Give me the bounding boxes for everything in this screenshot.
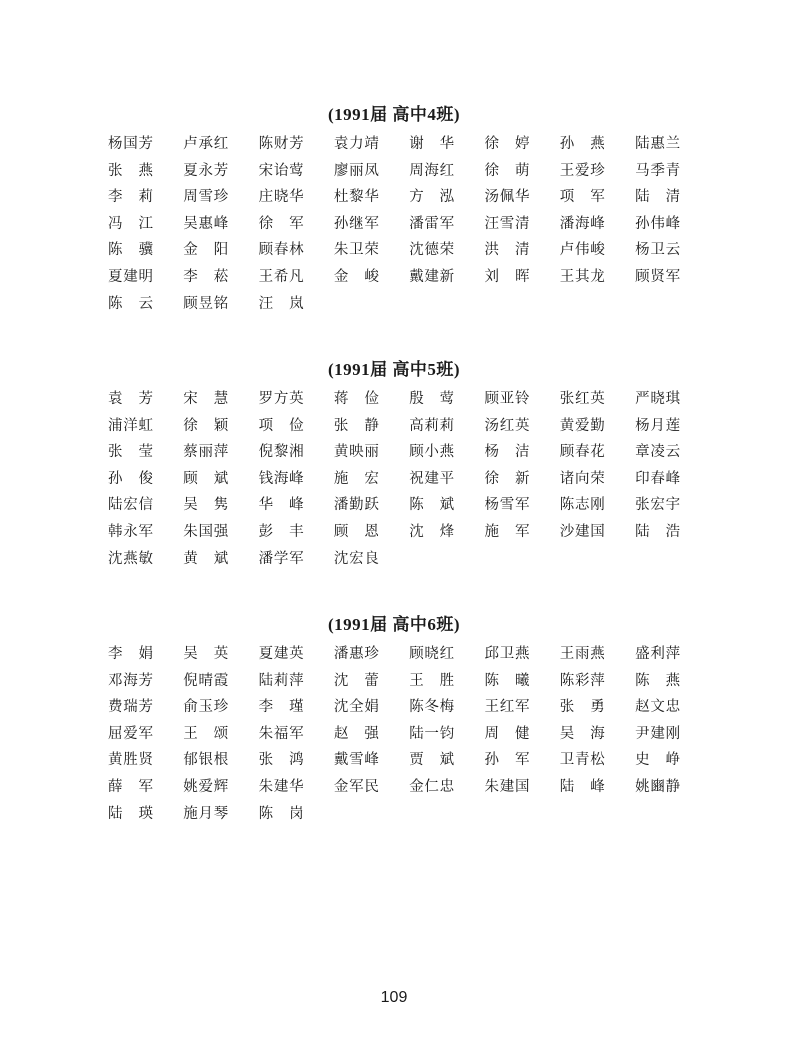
student-name: 沈全娟 [333,699,379,716]
student-name: 刘 晖 [484,268,530,285]
student-name: 廖丽凤 [333,162,379,179]
student-name: 朱福军 [258,725,304,742]
student-name: 沈 蕾 [333,672,379,689]
student-name: 华 峰 [258,497,304,514]
student-name: 邓海芳 [108,672,153,689]
student-name: 周 健 [484,725,530,742]
student-name: 黄 斌 [183,550,229,567]
student-name: 沈 烽 [409,523,455,540]
student-name: 屈爱军 [108,725,153,742]
student-name: 杜黎华 [333,189,379,206]
student-name: 徐 军 [258,215,304,232]
student-name: 宋诒莺 [258,162,304,179]
student-name: 严晓琪 [635,391,681,407]
student-name: 倪晴霞 [183,672,229,689]
student-name: 汪雪清 [484,215,530,232]
student-name: 陆一钧 [409,725,455,742]
section-title: (1991届 高中5班) [327,360,461,379]
student-name: 陈 斌 [409,497,455,514]
section-title: (1991届 高中4班) [327,105,461,124]
student-name: 金仁忠 [409,778,455,795]
student-name: 吴 隽 [183,497,229,514]
student-name: 陈彩萍 [559,672,605,689]
student-name: 夏建明 [108,268,153,285]
student-name: 罗方英 [258,391,304,407]
student-name: 庄晓华 [258,189,304,206]
student-name: 黄胜贤 [108,752,153,769]
student-name: 顾 恩 [333,523,379,540]
name-list [108,644,708,830]
student-name: 张 鸿 [258,752,304,769]
student-name: 吴惠峰 [183,215,229,232]
name-list [108,389,708,575]
student-name: 施 军 [484,523,530,540]
student-name: 顾小燕 [409,444,455,461]
section-title: (1991届 高中6班) [327,615,461,634]
student-name: 孙 燕 [559,136,605,152]
student-name: 潘雷军 [409,215,455,232]
student-name: 戴雪峰 [333,752,379,769]
student-name: 潘学军 [258,550,304,567]
student-name: 王 胜 [409,672,455,689]
student-name: 陆 清 [635,189,681,206]
student-name: 张 静 [333,417,379,434]
student-name: 费瑞芳 [108,699,153,716]
student-name: 朱卫荣 [333,242,379,259]
student-name: 顾春花 [559,444,605,461]
student-name: 王其龙 [559,268,605,285]
student-name: 沈宏良 [333,550,379,567]
student-name: 项 俭 [258,417,304,434]
student-name: 孙伟峰 [635,215,681,232]
student-name: 孙 俊 [108,470,153,487]
student-name: 吴 海 [559,725,605,742]
student-name: 杨卫云 [635,242,681,259]
student-name: 祝建平 [409,470,455,487]
student-name: 李 娟 [108,646,153,662]
student-name: 章凌云 [635,444,681,461]
student-name: 李 莉 [108,189,153,206]
student-name: 陈财芳 [258,136,304,152]
student-name: 赵文忠 [635,699,681,716]
student-name: 黄映丽 [333,444,379,461]
student-name: 陆莉萍 [258,672,304,689]
student-name: 李 瑾 [258,699,304,716]
student-name: 邱卫燕 [484,646,530,662]
student-name: 沈德荣 [409,242,455,259]
student-name: 李 菘 [183,268,229,285]
student-name: 卢伟峻 [559,242,605,259]
student-name: 徐 萌 [484,162,530,179]
student-name: 徐 婷 [484,136,530,152]
student-name: 杨国芳 [108,136,153,152]
student-name: 方 泓 [409,189,455,206]
student-name: 徐 新 [484,470,530,487]
student-name: 王红军 [484,699,530,716]
student-name: 陆宏信 [108,497,153,514]
student-name: 陆 浩 [635,523,681,540]
student-name: 金 峻 [333,268,379,285]
student-name: 张 勇 [559,699,605,716]
student-name: 朱国强 [183,523,229,540]
student-name: 洪 清 [484,242,530,259]
student-name: 吴 英 [183,646,229,662]
student-name: 陈 曦 [484,672,530,689]
student-name: 陆 瑛 [108,805,153,822]
student-name: 徐 颖 [183,417,229,434]
student-name: 顾 斌 [183,470,229,487]
student-name: 袁 芳 [108,391,153,407]
student-name: 陈 云 [108,295,153,312]
student-name: 陈 骥 [108,242,153,259]
student-name: 王 颂 [183,725,229,742]
student-name: 周海红 [409,162,455,179]
student-name: 金 阳 [183,242,229,259]
student-name: 潘惠珍 [333,646,379,662]
student-name: 韩永军 [108,523,153,540]
student-name: 陆惠兰 [635,136,681,152]
student-name: 陆 峰 [559,778,605,795]
student-name: 王希凡 [258,268,304,285]
student-name: 倪黎湘 [258,444,304,461]
student-name: 杨月莲 [635,417,681,434]
student-name: 施月琴 [183,805,229,822]
student-name: 姚豳静 [635,778,681,795]
student-name: 卢承红 [183,136,229,152]
student-name: 顾昱铭 [183,295,229,312]
student-name: 马季青 [635,162,681,179]
student-name: 王爱珍 [559,162,605,179]
student-name: 汤佩华 [484,189,530,206]
student-name: 卫青松 [559,752,605,769]
student-name: 朱建华 [258,778,304,795]
student-name: 项 军 [559,189,605,206]
student-name: 夏永芳 [183,162,229,179]
page-number: 109 [380,989,408,1006]
student-name: 薛 军 [108,778,153,795]
student-name: 袁力靖 [333,136,379,152]
student-name: 史 峥 [635,752,681,769]
student-name: 俞玉珍 [183,699,229,716]
student-name: 汪 岚 [258,295,304,312]
student-name: 盛利萍 [635,646,681,662]
student-name: 蔡丽萍 [183,444,229,461]
student-name: 朱建国 [484,778,530,795]
student-name: 姚爱辉 [183,778,229,795]
student-name: 杨 洁 [484,444,530,461]
student-name: 孙 军 [484,752,530,769]
student-name: 顾贤军 [635,268,681,285]
student-name: 夏建英 [258,646,304,662]
student-name: 杨雪军 [484,497,530,514]
student-name: 高莉莉 [409,417,455,434]
student-name: 陈冬梅 [409,699,455,716]
student-name: 蒋 俭 [333,391,379,407]
student-name: 诸向荣 [559,470,605,487]
student-name: 施 宏 [333,470,379,487]
student-name: 沈燕敏 [108,550,153,567]
student-name: 陈 燕 [635,672,681,689]
student-name: 浦洋虹 [108,417,153,434]
student-name: 顾晓红 [409,646,455,662]
student-name: 潘勤跃 [333,497,379,514]
student-name: 谢 华 [409,136,455,152]
student-name: 殷 莺 [409,391,455,407]
student-name: 潘海峰 [559,215,605,232]
student-name: 张红英 [559,391,605,407]
student-name: 金军民 [333,778,379,795]
student-name: 陈志刚 [559,497,605,514]
student-name: 顾春林 [258,242,304,259]
student-name: 彭 丰 [258,523,304,540]
student-name: 周雪珍 [183,189,229,206]
name-list [108,134,708,320]
student-name: 张 燕 [108,162,153,179]
student-name: 黄爱勤 [559,417,605,434]
student-name: 陈 岗 [258,805,304,822]
student-name: 顾亚铃 [484,391,530,407]
student-name: 张 莹 [108,444,153,461]
student-name: 钱海峰 [258,470,304,487]
student-name: 冯 江 [108,215,153,232]
student-name: 孙继军 [333,215,379,232]
student-name: 赵 强 [333,725,379,742]
student-name: 汤红英 [484,417,530,434]
student-name: 沙建国 [559,523,605,540]
student-name: 尹建刚 [635,725,681,742]
student-name: 郁银根 [183,752,229,769]
student-name: 贾 斌 [409,752,455,769]
student-name: 印春峰 [635,470,681,487]
student-name: 宋 慧 [183,391,229,407]
student-name: 王雨燕 [559,646,605,662]
student-name: 张宏宇 [635,497,681,514]
student-name: 戴建新 [409,268,455,285]
